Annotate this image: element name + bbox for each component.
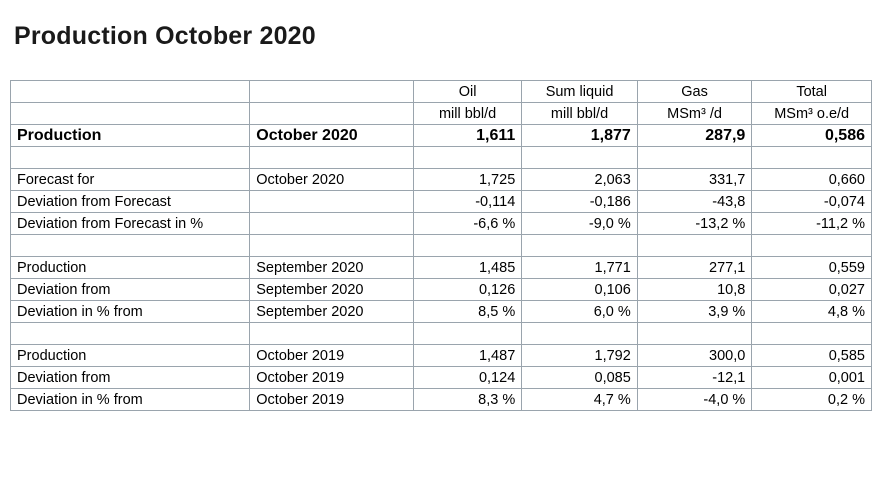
row-value-gas: 277,1	[637, 257, 752, 279]
spacer-cell	[250, 323, 414, 345]
spacer-cell	[413, 147, 521, 169]
header-cell-gas: Gas	[637, 81, 752, 103]
unit-cell-total: MSm³ o.e/d	[752, 103, 872, 125]
row-label: Production	[11, 345, 250, 367]
row-period: October 2019	[250, 367, 414, 389]
unit-cell-gas: MSm³ /d	[637, 103, 752, 125]
spacer-cell	[522, 323, 638, 345]
spacer-cell	[637, 323, 752, 345]
spacer-cell	[752, 323, 872, 345]
production-table-wrapper	[10, 80, 872, 411]
spacer-cell	[413, 323, 521, 345]
table-spacer-row	[11, 235, 872, 257]
spacer-cell	[637, 147, 752, 169]
row-value-oil: 1,487	[413, 345, 521, 367]
row-value-gas: 287,9	[637, 125, 752, 147]
row-period: September 2020	[250, 301, 414, 323]
production-table	[10, 80, 872, 411]
row-value-total: 0,027	[752, 279, 872, 301]
row-value-oil: -6,6 %	[413, 213, 521, 235]
table-row-forecast-october-2020	[11, 169, 872, 191]
row-label: Deviation in % from	[11, 301, 250, 323]
spacer-cell	[11, 235, 250, 257]
table-row-production-october-2019	[11, 345, 872, 367]
row-value-oil: 8,3 %	[413, 389, 521, 411]
table-row-deviation-pct-from-october-2019	[11, 389, 872, 411]
header-cell-sum-liquid: Sum liquid	[522, 81, 638, 103]
spacer-cell	[250, 147, 414, 169]
spacer-cell	[752, 235, 872, 257]
row-value-gas: 300,0	[637, 345, 752, 367]
row-label: Deviation from Forecast in %	[11, 213, 250, 235]
row-period: October 2019	[250, 389, 414, 411]
row-value-total: 0,586	[752, 125, 872, 147]
row-value-sum-liquid: 1,792	[522, 345, 638, 367]
row-value-oil: 0,124	[413, 367, 521, 389]
row-value-total: 0,559	[752, 257, 872, 279]
row-period	[250, 213, 414, 235]
unit-cell-oil: mill bbl/d	[413, 103, 521, 125]
row-value-gas: -43,8	[637, 191, 752, 213]
table-row-production-october-2020	[11, 125, 872, 147]
row-value-total: 0,2 %	[752, 389, 872, 411]
row-value-sum-liquid: 1,771	[522, 257, 638, 279]
row-value-gas: -12,1	[637, 367, 752, 389]
table-row-deviation-from-forecast-pct	[11, 213, 872, 235]
row-period: October 2020	[250, 125, 414, 147]
spacer-cell	[250, 235, 414, 257]
page-title: Production October 2020	[14, 22, 316, 50]
row-label: Production	[11, 257, 250, 279]
row-period	[250, 191, 414, 213]
table-spacer-row	[11, 323, 872, 345]
row-value-total: 0,001	[752, 367, 872, 389]
row-label: Deviation from Forecast	[11, 191, 250, 213]
table-row-deviation-from-september-2020	[11, 279, 872, 301]
row-period: September 2020	[250, 257, 414, 279]
row-value-oil: -0,114	[413, 191, 521, 213]
row-label: Production	[11, 125, 250, 147]
row-value-gas: 331,7	[637, 169, 752, 191]
row-value-sum-liquid: -0,186	[522, 191, 638, 213]
table-unit-row	[11, 103, 872, 125]
row-value-total: 0,585	[752, 345, 872, 367]
unit-cell-blank-1	[11, 103, 250, 125]
row-value-total: -0,074	[752, 191, 872, 213]
table-spacer-row	[11, 147, 872, 169]
row-value-total: 4,8 %	[752, 301, 872, 323]
row-value-total: -11,2 %	[752, 213, 872, 235]
table-row-deviation-from-october-2019	[11, 367, 872, 389]
table-row-deviation-pct-from-september-2020	[11, 301, 872, 323]
row-value-oil: 1,611	[413, 125, 521, 147]
row-value-oil: 0,126	[413, 279, 521, 301]
table-header-row	[11, 81, 872, 103]
table-row-deviation-from-forecast	[11, 191, 872, 213]
row-value-sum-liquid: 1,877	[522, 125, 638, 147]
row-value-gas: 10,8	[637, 279, 752, 301]
row-value-oil: 1,485	[413, 257, 521, 279]
spacer-cell	[752, 147, 872, 169]
header-cell-blank-2	[250, 81, 414, 103]
spacer-cell	[413, 235, 521, 257]
spacer-cell	[637, 235, 752, 257]
header-cell-total: Total	[752, 81, 872, 103]
row-value-total: 0,660	[752, 169, 872, 191]
row-label: Deviation in % from	[11, 389, 250, 411]
header-cell-oil: Oil	[413, 81, 521, 103]
spacer-cell	[522, 235, 638, 257]
row-value-gas: -13,2 %	[637, 213, 752, 235]
row-value-sum-liquid: 4,7 %	[522, 389, 638, 411]
row-value-sum-liquid: -9,0 %	[522, 213, 638, 235]
header-cell-blank-1	[11, 81, 250, 103]
row-period: October 2020	[250, 169, 414, 191]
row-label: Deviation from	[11, 367, 250, 389]
row-label: Deviation from	[11, 279, 250, 301]
spacer-cell	[11, 323, 250, 345]
spacer-cell	[11, 147, 250, 169]
spacer-cell	[522, 147, 638, 169]
row-value-gas: -4,0 %	[637, 389, 752, 411]
row-period: September 2020	[250, 279, 414, 301]
table-row-production-september-2020	[11, 257, 872, 279]
row-label: Forecast for	[11, 169, 250, 191]
row-value-gas: 3,9 %	[637, 301, 752, 323]
row-value-sum-liquid: 6,0 %	[522, 301, 638, 323]
row-period: October 2019	[250, 345, 414, 367]
row-value-oil: 1,725	[413, 169, 521, 191]
row-value-sum-liquid: 2,063	[522, 169, 638, 191]
row-value-oil: 8,5 %	[413, 301, 521, 323]
row-value-sum-liquid: 0,106	[522, 279, 638, 301]
unit-cell-sum-liquid: mill bbl/d	[522, 103, 638, 125]
unit-cell-blank-2	[250, 103, 414, 125]
row-value-sum-liquid: 0,085	[522, 367, 638, 389]
